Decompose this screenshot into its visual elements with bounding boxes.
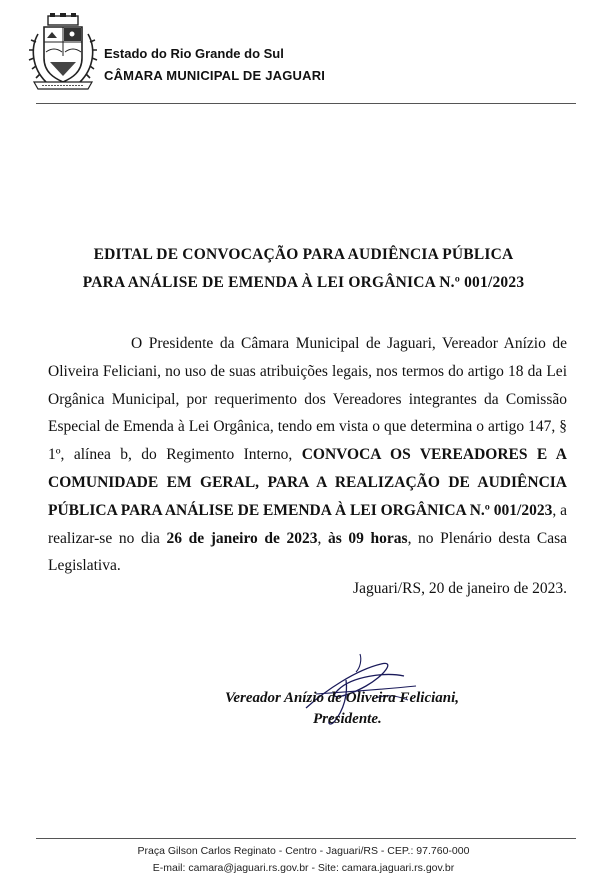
place-and-date: Jaguari/RS, 20 de janeiro de 2023. <box>353 580 567 597</box>
signatory-name: Vereador Anízio de Oliveira Feliciani, <box>225 690 460 706</box>
body-bold-date: 26 de janeiro de 2023 <box>166 529 318 547</box>
body-bold-time: às 09 horas <box>328 529 408 547</box>
municipal-coat-of-arms-icon <box>28 12 98 96</box>
header-divider <box>36 103 576 104</box>
footer-divider <box>36 838 576 839</box>
document-title-line-1: EDITAL DE CONVOCAÇÃO PARA AUDIÊNCIA PÚBLICA <box>93 246 514 263</box>
signatory-role: Presidente. <box>313 711 382 727</box>
state-name: Estado do Rio Grande do Sul <box>104 46 284 61</box>
body-text-4: , no Plenário desta Casa Legislativa. <box>48 529 568 575</box>
body-bold-convocation: CONVOCA OS VEREADORES E A COMUNIDADE EM GERAL, PARA A REALIZAÇÃO DE AUDIÊNCIA PÚBLICA PARA ANÁLISE DE EMENDA À LEI ORGÂNICA N.º 001/2023 <box>48 446 567 519</box>
document-title-line-2: PARA ANÁLISE DE EMENDA À LEI ORGÂNICA N.º 001/2023 <box>82 274 525 291</box>
footer-contact: E-mail: camara@jaguari.rs.gov.br - Site: camara.jaguari.rs.gov.br <box>152 862 455 874</box>
body-text-1: O Presidente da Câmara Municipal de Jaguari, Vereador Anízio de Oliveira Feliciani, no uso de suas atribuições legais, nos termos do artigo 18 da Lei Orgânica Municipal, por requerimento dos Vereadores integrantes da Comissão Especial de Emenda à Lei Orgânica, tendo em vista o que determina o artigo 147, § 1º, alínea b, do Regimento Interno, <box>48 335 567 464</box>
body-text-2: , a realizar-se no dia <box>48 501 567 547</box>
chamber-name: CÂMARA MUNICIPAL DE JAGUARI <box>104 68 326 83</box>
body-text-3: , <box>317 529 329 547</box>
body-paragraph <box>48 330 567 580</box>
footer-address: Praça Gilson Carlos Reginato - Centro - Jaguari/RS - CEP.: 97.760-000 <box>137 845 470 857</box>
